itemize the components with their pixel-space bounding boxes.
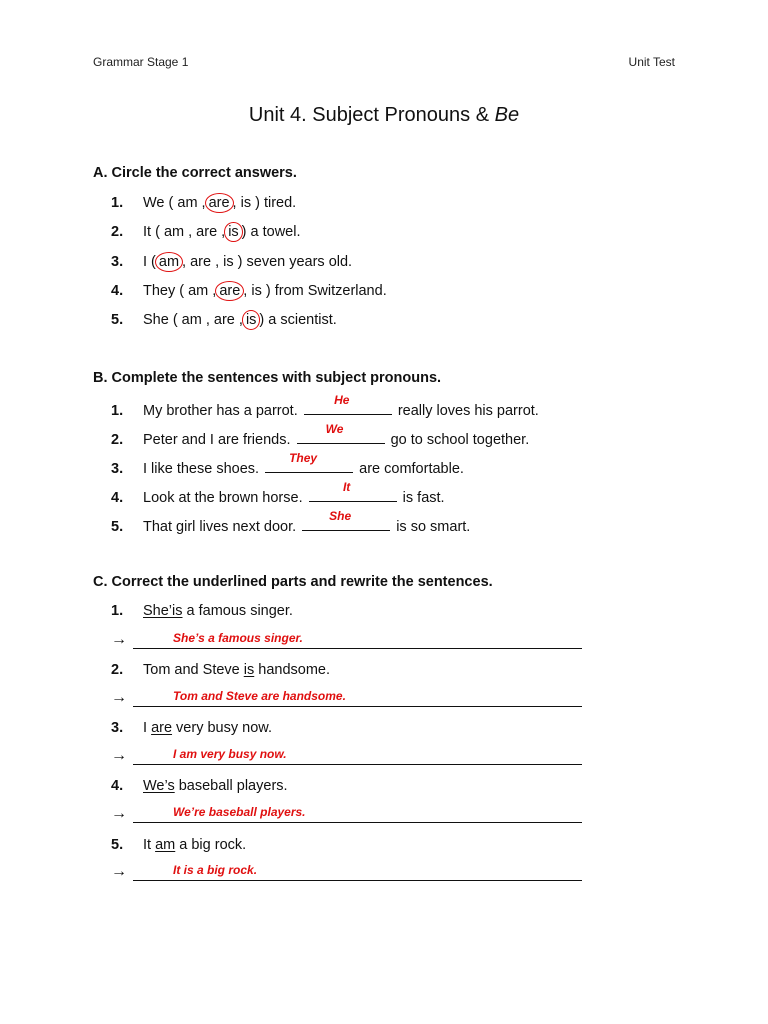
underlined-part: We’s [143,778,175,794]
item-number: 3. [111,461,124,477]
arrow-icon: → [111,805,127,822]
answer-blank [265,451,353,473]
arrow-row [111,863,133,881]
section-a-item [111,312,337,328]
arrow-icon: → [111,747,127,764]
section-b-item [111,451,464,477]
item-post: , is ) tired. [232,195,297,211]
item-number: 2. [111,432,124,448]
item-pre: Look at the brown horse. [143,490,303,506]
underlined-part: is [243,662,255,678]
section-c-item [111,603,293,619]
item-pre: Peter and I are friends. [143,432,291,448]
item-number: 2. [111,224,124,240]
section-a-item [111,254,352,270]
arrow-row [111,805,133,823]
item-pre: I ( [143,254,156,270]
handwritten-answer: She’s a famous singer. [173,631,303,645]
answer-line [133,863,582,881]
item-post: are comfortable. [359,461,464,477]
circled-answer: are [215,281,244,301]
item-post: is so smart. [396,519,471,535]
item-pre: She ( am , are , [143,312,243,328]
item-number: 4. [111,778,124,794]
item-pre: They ( am , [143,283,217,299]
item-post: very busy now. [172,720,272,736]
arrow-row [111,747,133,765]
item-post: baseball players. [174,778,288,794]
circled-answer: are [205,193,234,213]
arrow-icon: → [111,631,127,648]
item-number: 1. [111,403,124,419]
arrow-row [111,689,133,707]
section-a-item [111,224,301,240]
section-b-heading: B. Complete the sentences with subject pronouns. [93,370,442,386]
item-number: 5. [111,837,124,853]
circled-answer: is [242,310,260,330]
item-pre: My brother has a parrot. [143,403,298,419]
handwritten-answer: She [329,509,352,523]
item-post: go to school together. [390,432,530,448]
item-pre: That girl lives next door. [143,519,297,535]
section-b-item [111,422,530,448]
circled-answer: is [224,222,242,242]
item-pre: I like these shoes. [143,461,260,477]
underlined-part: am [155,837,176,853]
handwritten-answer: We’re baseball players. [173,805,306,819]
item-post: , is ) from Switzerland. [243,283,387,299]
answer-line [133,689,582,707]
section-a-heading: A. Circle the correct answers. [93,165,297,181]
item-post: a big rock. [175,837,247,853]
item-number: 4. [111,283,124,299]
arrow-icon: → [111,689,127,706]
handwritten-answer: It is a big rock. [173,863,258,877]
section-c-item [111,778,288,794]
handwritten-answer: They [289,451,318,465]
handwritten-answer: It [342,480,351,494]
answer-line [133,747,582,765]
header-right: Unit Test [628,55,675,69]
circled-answer: am [155,252,183,272]
item-post: a famous singer. [182,603,293,619]
title-italic: Be [494,104,520,126]
section-c-item [111,720,272,736]
section-b-item [111,509,471,535]
item-number: 1. [111,195,124,211]
item-number: 5. [111,312,124,328]
answer-blank [302,509,390,531]
item-number: 1. [111,603,124,619]
answer-blank [297,422,385,444]
handwritten-answer: We [325,422,344,436]
arrow-icon: → [111,863,127,880]
item-number: 2. [111,662,124,678]
item-post: is fast. [402,490,445,506]
section-c-heading: C. Correct the underlined parts and rewrite the sentences. [93,574,493,590]
underlined-part: are [151,720,173,736]
answer-line [133,805,582,823]
page-title [0,104,768,127]
section-c-item [111,837,246,853]
handwritten-answer: I am very busy now. [173,747,287,761]
item-number: 4. [111,490,124,506]
handwritten-answer: Tom and Steve are handsome. [173,689,346,703]
item-number: 3. [111,254,124,270]
underlined-part: She’is [143,603,183,619]
section-a-item [111,195,296,211]
item-post: ) a scientist. [259,312,337,328]
answer-line [133,631,582,649]
item-pre: It ( am , are , [143,224,226,240]
item-post: , are , is ) seven years old. [182,254,353,270]
item-pre: It [143,837,156,853]
arrow-row [111,631,133,649]
item-pre: Tom and Steve [143,662,244,678]
item-pre: We ( am , [143,195,206,211]
item-number: 3. [111,720,124,736]
answer-blank [304,393,392,415]
answer-blank [309,480,397,502]
item-post: handsome. [254,662,331,678]
section-c-item [111,662,330,678]
item-post: ) a towel. [241,224,301,240]
section-b-item [111,393,539,419]
section-b-item [111,480,445,506]
item-number: 5. [111,519,124,535]
section-a-item [111,283,387,299]
handwritten-answer: He [334,393,350,407]
title-main: Unit 4. Subject Pronouns & [248,104,495,126]
item-pre: I [143,720,152,736]
header-left: Grammar Stage 1 [93,55,189,69]
item-post: really loves his parrot. [397,403,539,419]
